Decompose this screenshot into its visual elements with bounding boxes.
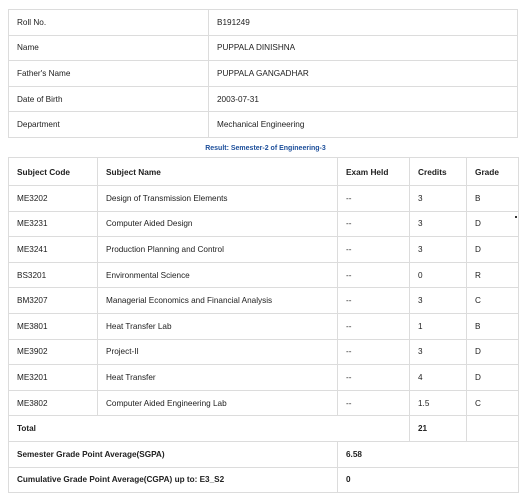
grade: C bbox=[467, 390, 519, 416]
father-name-label: Father's Name bbox=[9, 61, 209, 87]
subject-row bbox=[9, 365, 519, 391]
exam-held: -- bbox=[338, 365, 410, 391]
name-label: Name bbox=[9, 35, 209, 61]
subject-row bbox=[9, 262, 519, 288]
credits: 1.5 bbox=[410, 390, 467, 416]
credits: 3 bbox=[410, 237, 467, 263]
exam-held: -- bbox=[338, 186, 410, 212]
subject-code: ME3201 bbox=[9, 365, 98, 391]
total-label: Total bbox=[9, 416, 410, 442]
subject-row bbox=[9, 313, 519, 339]
grade: D bbox=[467, 237, 519, 263]
exam-held: -- bbox=[338, 313, 410, 339]
total-grade-cell bbox=[467, 416, 519, 442]
roll-no-value: B191249 bbox=[209, 10, 518, 36]
subject-row bbox=[9, 288, 519, 314]
subject-row bbox=[9, 186, 519, 212]
student-row bbox=[9, 86, 518, 112]
header-grade: Grade bbox=[467, 158, 519, 186]
header-subject-name: Subject Name bbox=[98, 158, 338, 186]
subject-code: ME3902 bbox=[9, 339, 98, 365]
header-exam-held: Exam Held bbox=[338, 158, 410, 186]
student-row bbox=[9, 61, 518, 87]
header-credits: Credits bbox=[410, 158, 467, 186]
exam-held: -- bbox=[338, 288, 410, 314]
subject-row bbox=[9, 339, 519, 365]
sgpa-row bbox=[9, 441, 519, 467]
exam-held: -- bbox=[338, 211, 410, 237]
student-row bbox=[9, 112, 518, 138]
student-row bbox=[9, 35, 518, 61]
exam-held: -- bbox=[338, 237, 410, 263]
exam-held: -- bbox=[338, 339, 410, 365]
credits: 3 bbox=[410, 288, 467, 314]
credits: 3 bbox=[410, 211, 467, 237]
cgpa-row bbox=[9, 467, 519, 493]
subject-code: ME3802 bbox=[9, 390, 98, 416]
department-label: Department bbox=[9, 112, 209, 138]
subject-name: Computer Aided Design bbox=[98, 211, 338, 237]
result-title: Result: Semester-2 of Engineering-3 bbox=[205, 145, 326, 152]
subject-code: ME3231 bbox=[9, 211, 98, 237]
subject-code: BM3207 bbox=[9, 288, 98, 314]
credits: 3 bbox=[410, 339, 467, 365]
grade: C bbox=[467, 288, 519, 314]
grade: D bbox=[467, 365, 519, 391]
header-subject-code: Subject Code bbox=[9, 158, 98, 186]
subject-code: ME3202 bbox=[9, 186, 98, 212]
sgpa-label: Semester Grade Point Average(SGPA) bbox=[9, 441, 338, 467]
grade: R bbox=[467, 262, 519, 288]
results-table bbox=[8, 157, 519, 493]
name-value: PUPPALA DINISHNA bbox=[209, 35, 518, 61]
department-value: Mechanical Engineering bbox=[209, 112, 518, 138]
roll-no-label: Roll No. bbox=[9, 10, 209, 36]
results-header-row bbox=[9, 158, 519, 186]
father-name-value: PUPPALA GANGADHAR bbox=[209, 61, 518, 87]
subject-name: Production Planning and Control bbox=[98, 237, 338, 263]
subject-code: ME3801 bbox=[9, 313, 98, 339]
total-credits: 21 bbox=[410, 416, 467, 442]
subject-name: Computer Aided Engineering Lab bbox=[98, 390, 338, 416]
subject-name: Environmental Science bbox=[98, 262, 338, 288]
subject-code: BS3201 bbox=[9, 262, 98, 288]
exam-held: -- bbox=[338, 262, 410, 288]
student-info-table bbox=[8, 9, 518, 138]
dob-label: Date of Birth bbox=[9, 86, 209, 112]
subject-name: Design of Transmission Elements bbox=[98, 186, 338, 212]
edge-dot bbox=[515, 216, 517, 218]
cgpa-value: 0 bbox=[338, 467, 519, 493]
subject-row bbox=[9, 211, 519, 237]
subject-code: ME3241 bbox=[9, 237, 98, 263]
total-row bbox=[9, 416, 519, 442]
cgpa-label: Cumulative Grade Point Average(CGPA) up to: E3_S2 bbox=[9, 467, 338, 493]
subject-name: Managerial Economics and Financial Analysis bbox=[98, 288, 338, 314]
sgpa-value: 6.58 bbox=[338, 441, 519, 467]
grade: D bbox=[467, 339, 519, 365]
grade: B bbox=[467, 313, 519, 339]
subject-name: Heat Transfer Lab bbox=[98, 313, 338, 339]
exam-held: -- bbox=[338, 390, 410, 416]
student-row bbox=[9, 10, 518, 36]
credits: 0 bbox=[410, 262, 467, 288]
credits: 4 bbox=[410, 365, 467, 391]
dob-value: 2003-07-31 bbox=[209, 86, 518, 112]
subject-name: Project-II bbox=[98, 339, 338, 365]
subject-row bbox=[9, 390, 519, 416]
credits: 1 bbox=[410, 313, 467, 339]
subject-row bbox=[9, 237, 519, 263]
credits: 3 bbox=[410, 186, 467, 212]
subject-name: Heat Transfer bbox=[98, 365, 338, 391]
grade: B bbox=[467, 186, 519, 212]
grade: D bbox=[467, 211, 519, 237]
